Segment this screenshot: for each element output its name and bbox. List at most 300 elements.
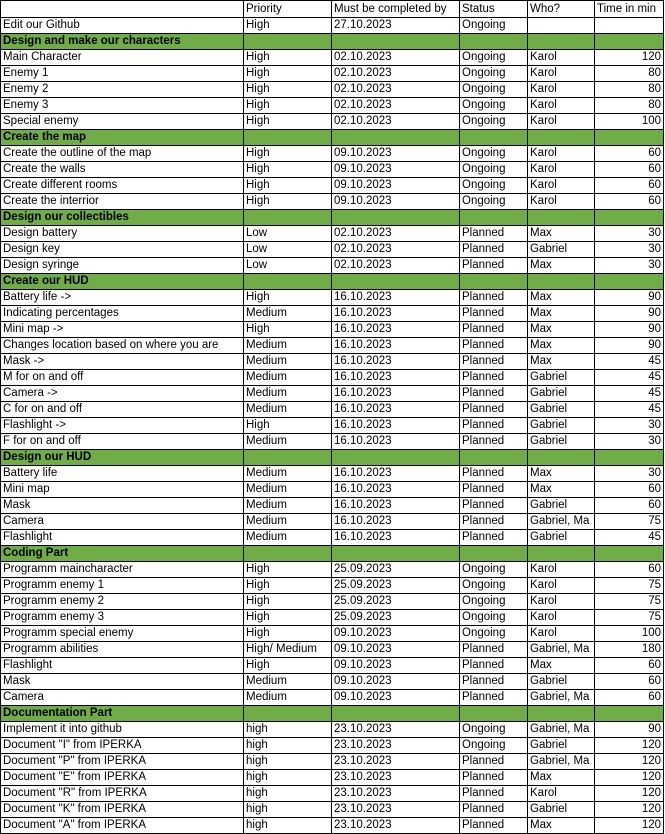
deadline-cell[interactable]: 25.09.2023 xyxy=(332,578,460,594)
time-cell[interactable]: 60 xyxy=(595,562,664,578)
header-cell-status[interactable]: Status xyxy=(460,1,528,18)
task-cell[interactable]: Mask xyxy=(1,498,244,514)
task-cell[interactable]: Camera -> xyxy=(1,386,244,402)
priority-cell[interactable]: High xyxy=(244,290,332,306)
time-cell[interactable]: 120 xyxy=(595,738,664,754)
section-cell[interactable] xyxy=(244,706,332,722)
priority-cell[interactable]: Medium xyxy=(244,498,332,514)
time-cell[interactable]: 30 xyxy=(595,242,664,258)
task-cell[interactable]: Battery life xyxy=(1,466,244,482)
time-cell[interactable]: 60 xyxy=(595,658,664,674)
task-cell[interactable]: Mini map -> xyxy=(1,322,244,338)
who-cell[interactable]: Gabriel xyxy=(528,802,595,818)
status-cell[interactable]: Planned xyxy=(460,338,528,354)
status-cell[interactable]: Ongoing xyxy=(460,626,528,642)
time-cell[interactable]: 120 xyxy=(595,770,664,786)
deadline-cell[interactable]: 02.10.2023 xyxy=(332,82,460,98)
who-cell[interactable]: Gabriel xyxy=(528,386,595,402)
priority-cell[interactable]: High xyxy=(244,146,332,162)
task-cell[interactable]: Flashlight xyxy=(1,658,244,674)
deadline-cell[interactable]: 25.09.2023 xyxy=(332,562,460,578)
section-cell[interactable] xyxy=(244,34,332,50)
section-cell[interactable] xyxy=(595,130,664,146)
deadline-cell[interactable]: 16.10.2023 xyxy=(332,370,460,386)
priority-cell[interactable]: Medium xyxy=(244,514,332,530)
priority-cell[interactable]: High xyxy=(244,162,332,178)
priority-cell[interactable]: high xyxy=(244,818,332,834)
who-cell[interactable]: Gabriel xyxy=(528,434,595,450)
deadline-cell[interactable]: 23.10.2023 xyxy=(332,722,460,738)
time-cell[interactable]: 90 xyxy=(595,306,664,322)
section-cell[interactable] xyxy=(460,450,528,466)
deadline-cell[interactable]: 02.10.2023 xyxy=(332,242,460,258)
who-cell[interactable]: Karol xyxy=(528,194,595,210)
time-cell[interactable]: 90 xyxy=(595,322,664,338)
task-cell[interactable]: M for on and off xyxy=(1,370,244,386)
deadline-cell[interactable]: 16.10.2023 xyxy=(332,482,460,498)
priority-cell[interactable]: High xyxy=(244,578,332,594)
status-cell[interactable]: Ongoing xyxy=(460,18,528,34)
who-cell[interactable]: Max xyxy=(528,658,595,674)
deadline-cell[interactable]: 09.10.2023 xyxy=(332,626,460,642)
deadline-cell[interactable]: 09.10.2023 xyxy=(332,194,460,210)
status-cell[interactable]: Planned xyxy=(460,434,528,450)
time-cell[interactable]: 45 xyxy=(595,354,664,370)
deadline-cell[interactable]: 09.10.2023 xyxy=(332,162,460,178)
who-cell[interactable]: Gabriel xyxy=(528,242,595,258)
who-cell[interactable]: Max xyxy=(528,306,595,322)
section-cell[interactable] xyxy=(244,210,332,226)
task-cell[interactable]: Create different rooms xyxy=(1,178,244,194)
priority-cell[interactable]: Medium xyxy=(244,386,332,402)
who-cell[interactable]: Max xyxy=(528,290,595,306)
time-cell[interactable]: 60 xyxy=(595,146,664,162)
status-cell[interactable]: Planned xyxy=(460,802,528,818)
section-cell[interactable] xyxy=(460,546,528,562)
status-cell[interactable]: Ongoing xyxy=(460,146,528,162)
task-cell[interactable]: Mini map xyxy=(1,482,244,498)
header-cell-task[interactable] xyxy=(1,1,244,18)
task-cell[interactable]: Flashlight xyxy=(1,530,244,546)
time-cell[interactable]: 75 xyxy=(595,610,664,626)
priority-cell[interactable]: High xyxy=(244,194,332,210)
status-cell[interactable]: Planned xyxy=(460,402,528,418)
section-cell[interactable] xyxy=(332,706,460,722)
status-cell[interactable]: Planned xyxy=(460,482,528,498)
who-cell[interactable]: Max xyxy=(528,258,595,274)
task-cell[interactable]: Programm abilities xyxy=(1,642,244,658)
who-cell[interactable]: Karol xyxy=(528,114,595,130)
time-cell[interactable] xyxy=(595,18,664,34)
status-cell[interactable]: Planned xyxy=(460,642,528,658)
priority-cell[interactable]: high xyxy=(244,770,332,786)
section-cell[interactable] xyxy=(332,274,460,290)
time-cell[interactable]: 75 xyxy=(595,594,664,610)
status-cell[interactable]: Planned xyxy=(460,514,528,530)
priority-cell[interactable]: Medium xyxy=(244,306,332,322)
deadline-cell[interactable]: 16.10.2023 xyxy=(332,338,460,354)
priority-cell[interactable]: Medium xyxy=(244,690,332,706)
deadline-cell[interactable]: 16.10.2023 xyxy=(332,354,460,370)
priority-cell[interactable]: High xyxy=(244,562,332,578)
time-cell[interactable]: 45 xyxy=(595,530,664,546)
who-cell[interactable]: Gabriel, Ma xyxy=(528,754,595,770)
deadline-cell[interactable]: 09.10.2023 xyxy=(332,642,460,658)
time-cell[interactable]: 120 xyxy=(595,802,664,818)
deadline-cell[interactable]: 16.10.2023 xyxy=(332,514,460,530)
section-title[interactable]: Design our HUD xyxy=(1,450,244,466)
deadline-cell[interactable]: 02.10.2023 xyxy=(332,258,460,274)
time-cell[interactable]: 80 xyxy=(595,82,664,98)
task-cell[interactable]: Document "K" from IPERKA xyxy=(1,802,244,818)
time-cell[interactable]: 75 xyxy=(595,514,664,530)
deadline-cell[interactable]: 16.10.2023 xyxy=(332,402,460,418)
section-cell[interactable] xyxy=(244,274,332,290)
section-cell[interactable] xyxy=(528,450,595,466)
priority-cell[interactable]: high xyxy=(244,722,332,738)
section-title[interactable]: Documentation Part xyxy=(1,706,244,722)
task-cell[interactable]: Camera xyxy=(1,690,244,706)
who-cell[interactable]: Max xyxy=(528,818,595,834)
deadline-cell[interactable]: 02.10.2023 xyxy=(332,98,460,114)
task-cell[interactable]: Create the walls xyxy=(1,162,244,178)
who-cell[interactable]: Max xyxy=(528,354,595,370)
status-cell[interactable]: Planned xyxy=(460,354,528,370)
header-cell-priority[interactable]: Priority xyxy=(244,1,332,18)
task-cell[interactable]: Programm enemy 1 xyxy=(1,578,244,594)
time-cell[interactable]: 60 xyxy=(595,690,664,706)
status-cell[interactable]: Planned xyxy=(460,754,528,770)
who-cell[interactable]: Karol xyxy=(528,594,595,610)
section-title[interactable]: Create our HUD xyxy=(1,274,244,290)
priority-cell[interactable]: Low xyxy=(244,258,332,274)
time-cell[interactable]: 45 xyxy=(595,402,664,418)
status-cell[interactable]: Planned xyxy=(460,498,528,514)
section-title[interactable]: Design our collectibles xyxy=(1,210,244,226)
who-cell[interactable]: Karol xyxy=(528,98,595,114)
section-cell[interactable] xyxy=(528,34,595,50)
who-cell[interactable]: Max xyxy=(528,226,595,242)
deadline-cell[interactable]: 09.10.2023 xyxy=(332,146,460,162)
section-cell[interactable] xyxy=(528,706,595,722)
who-cell[interactable]: Gabriel xyxy=(528,498,595,514)
section-title[interactable]: Design and make our characters xyxy=(1,34,244,50)
time-cell[interactable]: 60 xyxy=(595,194,664,210)
task-cell[interactable]: Enemy 2 xyxy=(1,82,244,98)
section-cell[interactable] xyxy=(595,450,664,466)
task-cell[interactable]: Document "I" from IPERKA xyxy=(1,738,244,754)
time-cell[interactable]: 45 xyxy=(595,370,664,386)
who-cell[interactable]: Max xyxy=(528,770,595,786)
task-cell[interactable]: Create the interrior xyxy=(1,194,244,210)
time-cell[interactable]: 60 xyxy=(595,498,664,514)
deadline-cell[interactable]: 16.10.2023 xyxy=(332,434,460,450)
who-cell[interactable]: Max xyxy=(528,482,595,498)
deadline-cell[interactable]: 02.10.2023 xyxy=(332,226,460,242)
status-cell[interactable]: Ongoing xyxy=(460,82,528,98)
section-cell[interactable] xyxy=(460,210,528,226)
who-cell[interactable]: Karol xyxy=(528,66,595,82)
deadline-cell[interactable]: 09.10.2023 xyxy=(332,178,460,194)
who-cell[interactable]: Karol xyxy=(528,610,595,626)
task-cell[interactable]: C for on and off xyxy=(1,402,244,418)
status-cell[interactable]: Planned xyxy=(460,370,528,386)
section-cell[interactable] xyxy=(332,210,460,226)
who-cell[interactable]: Karol xyxy=(528,578,595,594)
priority-cell[interactable]: High xyxy=(244,50,332,66)
section-cell[interactable] xyxy=(528,546,595,562)
who-cell[interactable]: Karol xyxy=(528,786,595,802)
deadline-cell[interactable]: 25.09.2023 xyxy=(332,594,460,610)
task-cell[interactable]: Programm special enemy xyxy=(1,626,244,642)
deadline-cell[interactable]: 23.10.2023 xyxy=(332,786,460,802)
time-cell[interactable]: 30 xyxy=(595,466,664,482)
priority-cell[interactable]: Medium xyxy=(244,402,332,418)
status-cell[interactable]: Ongoing xyxy=(460,610,528,626)
status-cell[interactable]: Planned xyxy=(460,674,528,690)
status-cell[interactable]: Planned xyxy=(460,386,528,402)
priority-cell[interactable]: High xyxy=(244,658,332,674)
deadline-cell[interactable]: 16.10.2023 xyxy=(332,386,460,402)
priority-cell[interactable]: Medium xyxy=(244,674,332,690)
task-cell[interactable]: Implement it into github xyxy=(1,722,244,738)
who-cell[interactable]: Gabriel xyxy=(528,418,595,434)
status-cell[interactable]: Planned xyxy=(460,818,528,834)
deadline-cell[interactable]: 27.10.2023 xyxy=(332,18,460,34)
priority-cell[interactable]: high xyxy=(244,786,332,802)
priority-cell[interactable]: Medium xyxy=(244,338,332,354)
section-cell[interactable] xyxy=(332,450,460,466)
status-cell[interactable]: Ongoing xyxy=(460,562,528,578)
deadline-cell[interactable]: 23.10.2023 xyxy=(332,738,460,754)
section-cell[interactable] xyxy=(460,706,528,722)
section-cell[interactable] xyxy=(528,130,595,146)
priority-cell[interactable]: Medium xyxy=(244,530,332,546)
task-cell[interactable]: Battery life -> xyxy=(1,290,244,306)
priority-cell[interactable]: Medium xyxy=(244,434,332,450)
who-cell[interactable]: Gabriel xyxy=(528,738,595,754)
priority-cell[interactable]: High xyxy=(244,66,332,82)
header-cell-time[interactable]: Time in min xyxy=(595,1,664,18)
task-cell[interactable]: Design battery xyxy=(1,226,244,242)
task-cell[interactable]: Document "P" from IPERKA xyxy=(1,754,244,770)
time-cell[interactable]: 120 xyxy=(595,818,664,834)
status-cell[interactable]: Planned xyxy=(460,786,528,802)
status-cell[interactable]: Planned xyxy=(460,770,528,786)
time-cell[interactable]: 60 xyxy=(595,482,664,498)
deadline-cell[interactable]: 16.10.2023 xyxy=(332,498,460,514)
task-cell[interactable]: Indicating percentages xyxy=(1,306,244,322)
status-cell[interactable]: Planned xyxy=(460,306,528,322)
time-cell[interactable]: 60 xyxy=(595,674,664,690)
section-cell[interactable] xyxy=(332,34,460,50)
section-cell[interactable] xyxy=(595,546,664,562)
task-cell[interactable]: Document "R" from IPERKA xyxy=(1,786,244,802)
task-cell[interactable]: Mask xyxy=(1,674,244,690)
status-cell[interactable]: Ongoing xyxy=(460,194,528,210)
section-cell[interactable] xyxy=(595,34,664,50)
task-cell[interactable]: Design syringe xyxy=(1,258,244,274)
priority-cell[interactable]: High xyxy=(244,98,332,114)
time-cell[interactable]: 30 xyxy=(595,418,664,434)
section-cell[interactable] xyxy=(244,546,332,562)
who-cell[interactable]: Gabriel, Ma xyxy=(528,642,595,658)
time-cell[interactable]: 100 xyxy=(595,114,664,130)
priority-cell[interactable]: High xyxy=(244,322,332,338)
priority-cell[interactable]: High xyxy=(244,626,332,642)
task-cell[interactable]: Main Character xyxy=(1,50,244,66)
status-cell[interactable]: Planned xyxy=(460,418,528,434)
time-cell[interactable]: 30 xyxy=(595,434,664,450)
priority-cell[interactable]: High xyxy=(244,114,332,130)
time-cell[interactable]: 30 xyxy=(595,258,664,274)
time-cell[interactable]: 120 xyxy=(595,754,664,770)
who-cell[interactable]: Gabriel, Ma xyxy=(528,514,595,530)
deadline-cell[interactable]: 16.10.2023 xyxy=(332,290,460,306)
who-cell[interactable]: Gabriel xyxy=(528,674,595,690)
task-cell[interactable]: Mask -> xyxy=(1,354,244,370)
time-cell[interactable]: 80 xyxy=(595,98,664,114)
status-cell[interactable]: Ongoing xyxy=(460,722,528,738)
deadline-cell[interactable]: 23.10.2023 xyxy=(332,802,460,818)
priority-cell[interactable]: High xyxy=(244,610,332,626)
priority-cell[interactable]: Medium xyxy=(244,354,332,370)
who-cell[interactable]: Max xyxy=(528,338,595,354)
time-cell[interactable]: 120 xyxy=(595,50,664,66)
task-cell[interactable]: Create the outline of the map xyxy=(1,146,244,162)
header-cell-who[interactable]: Who? xyxy=(528,1,595,18)
who-cell[interactable]: Gabriel xyxy=(528,530,595,546)
who-cell[interactable]: Gabriel xyxy=(528,370,595,386)
time-cell[interactable]: 90 xyxy=(595,338,664,354)
deadline-cell[interactable]: 09.10.2023 xyxy=(332,658,460,674)
status-cell[interactable]: Ongoing xyxy=(460,578,528,594)
section-cell[interactable] xyxy=(528,210,595,226)
priority-cell[interactable]: High/ Medium xyxy=(244,642,332,658)
who-cell[interactable]: Gabriel, Ma xyxy=(528,722,595,738)
deadline-cell[interactable]: 16.10.2023 xyxy=(332,530,460,546)
header-cell-deadline[interactable]: Must be completed by xyxy=(332,1,460,18)
status-cell[interactable]: Planned xyxy=(460,226,528,242)
section-cell[interactable] xyxy=(460,274,528,290)
task-cell[interactable]: Enemy 3 xyxy=(1,98,244,114)
section-title[interactable]: Coding Part xyxy=(1,546,244,562)
time-cell[interactable]: 80 xyxy=(595,66,664,82)
section-cell[interactable] xyxy=(244,130,332,146)
deadline-cell[interactable]: 02.10.2023 xyxy=(332,114,460,130)
time-cell[interactable]: 60 xyxy=(595,178,664,194)
task-cell[interactable]: Special enemy xyxy=(1,114,244,130)
priority-cell[interactable]: High xyxy=(244,418,332,434)
section-cell[interactable] xyxy=(244,450,332,466)
task-cell[interactable]: Flashlight -> xyxy=(1,418,244,434)
priority-cell[interactable]: High xyxy=(244,178,332,194)
who-cell[interactable]: Karol xyxy=(528,626,595,642)
section-cell[interactable] xyxy=(595,706,664,722)
status-cell[interactable]: Planned xyxy=(460,690,528,706)
status-cell[interactable]: Ongoing xyxy=(460,738,528,754)
deadline-cell[interactable]: 16.10.2023 xyxy=(332,306,460,322)
who-cell[interactable]: Karol xyxy=(528,82,595,98)
status-cell[interactable]: Planned xyxy=(460,290,528,306)
task-cell[interactable]: Document "E" from IPERKA xyxy=(1,770,244,786)
task-cell[interactable]: Camera xyxy=(1,514,244,530)
task-cell[interactable]: Changes location based on where you are xyxy=(1,338,244,354)
priority-cell[interactable]: Low xyxy=(244,242,332,258)
section-cell[interactable] xyxy=(595,274,664,290)
deadline-cell[interactable]: 16.10.2023 xyxy=(332,418,460,434)
priority-cell[interactable]: high xyxy=(244,754,332,770)
section-cell[interactable] xyxy=(528,274,595,290)
section-cell[interactable] xyxy=(332,130,460,146)
status-cell[interactable]: Planned xyxy=(460,658,528,674)
time-cell[interactable]: 75 xyxy=(595,578,664,594)
priority-cell[interactable]: Medium xyxy=(244,482,332,498)
deadline-cell[interactable]: 09.10.2023 xyxy=(332,674,460,690)
priority-cell[interactable]: high xyxy=(244,738,332,754)
priority-cell[interactable]: high xyxy=(244,802,332,818)
deadline-cell[interactable]: 23.10.2023 xyxy=(332,770,460,786)
time-cell[interactable]: 100 xyxy=(595,626,664,642)
who-cell[interactable]: Karol xyxy=(528,562,595,578)
status-cell[interactable]: Planned xyxy=(460,466,528,482)
deadline-cell[interactable]: 23.10.2023 xyxy=(332,818,460,834)
status-cell[interactable]: Planned xyxy=(460,258,528,274)
section-cell[interactable] xyxy=(460,34,528,50)
task-cell[interactable]: F for on and off xyxy=(1,434,244,450)
status-cell[interactable]: Ongoing xyxy=(460,594,528,610)
who-cell[interactable]: Max xyxy=(528,322,595,338)
who-cell[interactable]: Gabriel xyxy=(528,402,595,418)
section-cell[interactable] xyxy=(595,210,664,226)
deadline-cell[interactable]: 16.10.2023 xyxy=(332,466,460,482)
priority-cell[interactable]: Medium xyxy=(244,466,332,482)
task-cell[interactable]: Design key xyxy=(1,242,244,258)
time-cell[interactable]: 90 xyxy=(595,722,664,738)
task-cell[interactable]: Edit our Github xyxy=(1,18,244,34)
time-cell[interactable]: 180 xyxy=(595,642,664,658)
priority-cell[interactable]: High xyxy=(244,82,332,98)
who-cell[interactable]: Karol xyxy=(528,50,595,66)
who-cell[interactable] xyxy=(528,18,595,34)
priority-cell[interactable]: High xyxy=(244,18,332,34)
who-cell[interactable]: Karol xyxy=(528,162,595,178)
task-cell[interactable]: Programm enemy 3 xyxy=(1,610,244,626)
deadline-cell[interactable]: 09.10.2023 xyxy=(332,690,460,706)
status-cell[interactable]: Ongoing xyxy=(460,178,528,194)
time-cell[interactable]: 120 xyxy=(595,786,664,802)
who-cell[interactable]: Max xyxy=(528,466,595,482)
status-cell[interactable]: Ongoing xyxy=(460,162,528,178)
priority-cell[interactable]: Low xyxy=(244,226,332,242)
deadline-cell[interactable]: 02.10.2023 xyxy=(332,66,460,82)
status-cell[interactable]: Ongoing xyxy=(460,98,528,114)
deadline-cell[interactable]: 23.10.2023 xyxy=(332,754,460,770)
task-cell[interactable]: Programm enemy 2 xyxy=(1,594,244,610)
deadline-cell[interactable]: 16.10.2023 xyxy=(332,322,460,338)
deadline-cell[interactable]: 25.09.2023 xyxy=(332,610,460,626)
section-cell[interactable] xyxy=(332,546,460,562)
task-cell[interactable]: Enemy 1 xyxy=(1,66,244,82)
task-cell[interactable]: Document "A" from IPERKA xyxy=(1,818,244,834)
priority-cell[interactable]: Medium xyxy=(244,370,332,386)
who-cell[interactable]: Karol xyxy=(528,178,595,194)
status-cell[interactable]: Planned xyxy=(460,242,528,258)
status-cell[interactable]: Ongoing xyxy=(460,114,528,130)
status-cell[interactable]: Planned xyxy=(460,322,528,338)
task-cell[interactable]: Programm maincharacter xyxy=(1,562,244,578)
deadline-cell[interactable]: 02.10.2023 xyxy=(332,50,460,66)
